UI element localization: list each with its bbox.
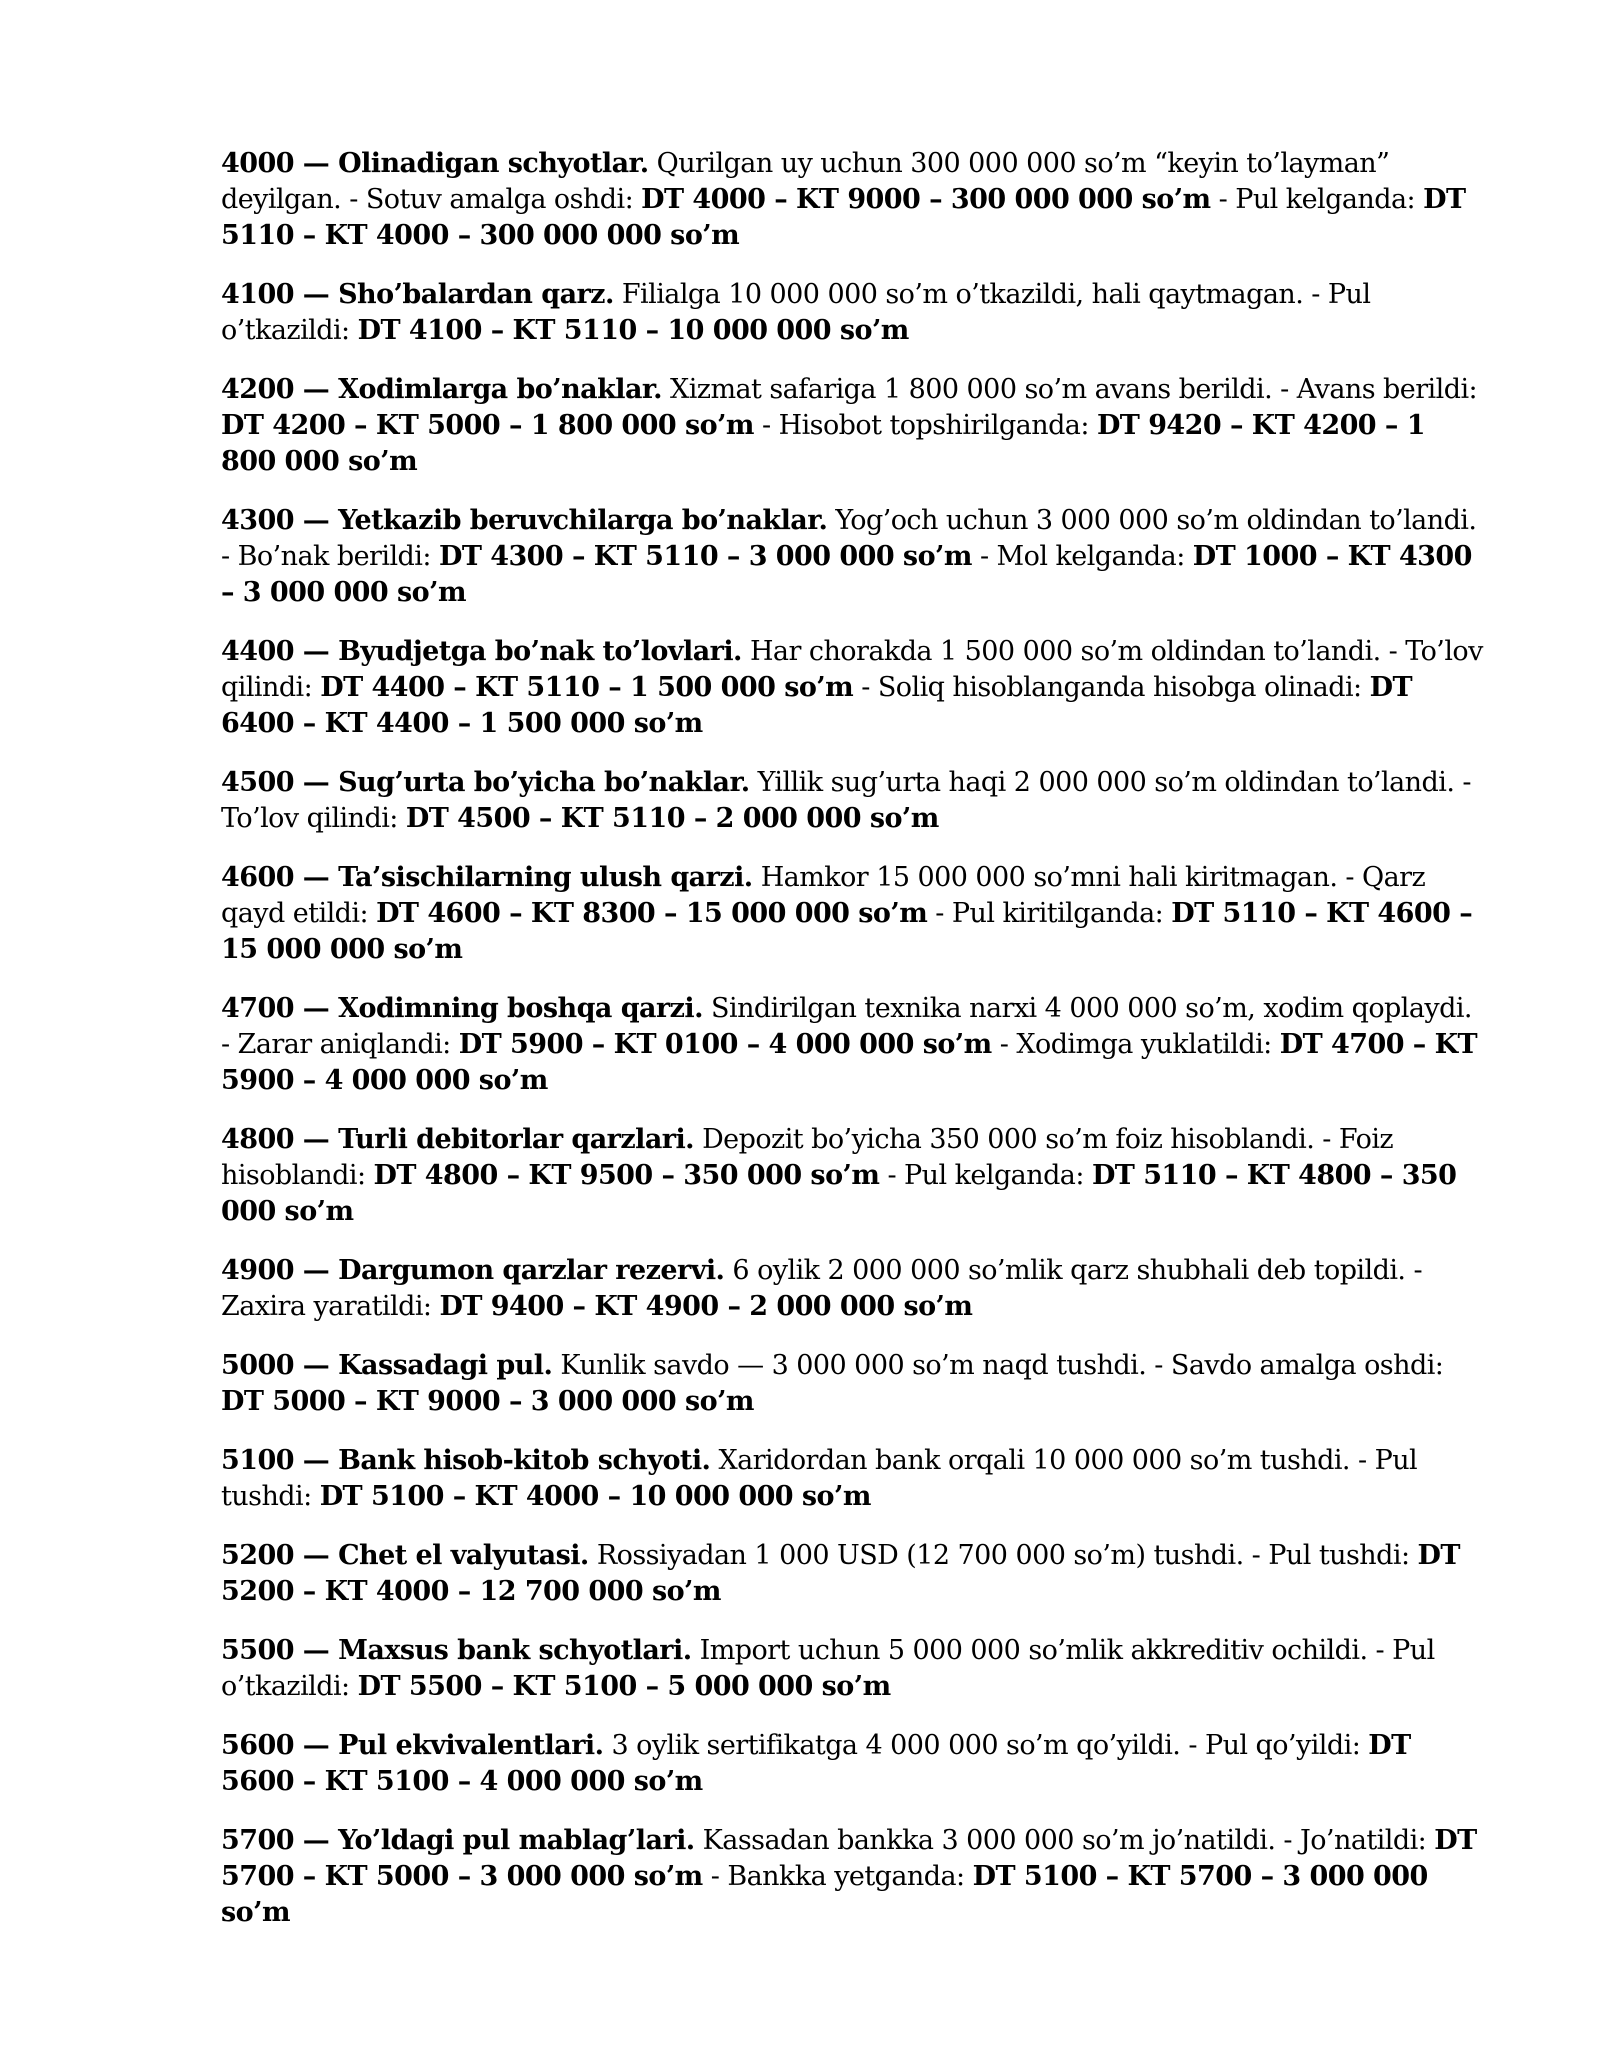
journal-entry-formula: DT 5700 – KT 5000 – 3 000 000 so’m [221,1825,1477,1892]
journal-entry-formula: DT 4300 – KT 5110 – 3 000 000 so’m [438,541,972,572]
journal-entry-formula: DT 4100 – KT 5110 – 10 000 000 so’m [357,315,909,346]
entry-description-text: Yillik sug’urta haqi 2 000 000 so’m oldindan to’landi. - To’lov qilindi: [221,767,1471,834]
journal-entry-formula: DT 5900 – KT 0100 – 4 000 000 so’m [458,1029,992,1060]
journal-entry-formula: DT 5100 – KT 4000 – 10 000 000 so’m [319,1481,871,1512]
account-heading: 4700 — Xodimning boshqa qarzi. [221,993,703,1024]
entry-description-text: Yog’och uchun 3 000 000 so’m oldindan to’landi. - Bo’nak berildi: [221,505,1477,572]
account-entry-paragraph [221,372,1483,480]
account-entry-paragraph [221,1443,1483,1515]
account-heading: 5600 — Pul ekvivalentlari. [221,1730,604,1761]
entry-description-text: Kassadan bankka 3 000 000 so’m jo’natildi. - Jo’natildi: [694,1825,1435,1856]
account-entry-paragraph [221,146,1483,254]
journal-entry-formula: DT 5600 – KT 5100 – 4 000 000 so’m [221,1730,1411,1797]
account-entry-paragraph [221,1538,1483,1610]
account-entry-paragraph [221,634,1483,742]
journal-entry-formula: DT 5110 – KT 4800 – 350 000 so’m [221,1160,1457,1227]
account-heading: 5100 — Bank hisob-kitob schyoti. [221,1445,711,1476]
journal-entry-formula: DT 5100 – KT 5700 – 3 000 000 so’m [221,1861,1428,1928]
journal-entry-formula: DT 4600 – KT 8300 – 15 000 000 so’m [376,898,928,929]
journal-entry-formula: DT 6400 – KT 4400 – 1 500 000 so’m [221,672,1413,739]
entry-description-text: Filialga 10 000 000 so’m o’tkazildi, hali qaytmagan. - Pul o’tkazildi: [221,279,1371,346]
account-entry-paragraph [221,860,1483,968]
account-heading: 4600 — Ta’sischilarning ulush qarzi. [221,862,753,893]
entry-description-text: Depozit bo’yicha 350 000 so’m foiz hisoblandi. - Foiz hisoblandi: [221,1124,1394,1191]
entry-description-text: Xizmat safariga 1 800 000 so’m avans berildi. - Avans berildi: [661,374,1478,405]
journal-entry-formula: DT 4400 – KT 5110 – 1 500 000 so’m [320,672,854,703]
entry-description-text: Kunlik savdo — 3 000 000 so’m naqd tushdi. - Savdo amalga oshdi: [552,1350,1444,1381]
entry-description-text: 6 oylik 2 000 000 so’mlik qarz shubhali deb topildi. - Zaxira yaratildi: [221,1255,1423,1322]
journal-entry-formula: DT 4800 – KT 9500 – 350 000 so’m [373,1160,880,1191]
account-entry-paragraph [221,1122,1483,1230]
account-heading: 4200 — Xodimlarga bo’naklar. [221,374,662,405]
account-heading: 4300 — Yetkazib beruvchilarga bo’naklar. [221,505,828,536]
account-entry-paragraph [221,991,1483,1099]
account-heading: 4900 — Dargumon qarzlar rezervi. [221,1255,725,1286]
journal-entry-formula: DT 9420 – KT 4200 – 1 800 000 so’m [221,410,1425,477]
account-heading: 4800 — Turli debitorlar qarzlari. [221,1124,695,1155]
account-heading: 4100 — Sho’balardan qarz. [221,279,614,310]
account-heading: 4000 — Olinadigan schyotlar. [221,148,649,179]
journal-entry-formula: DT 5200 – KT 4000 – 12 700 000 so’m [221,1540,1460,1607]
journal-entry-formula: DT 4700 – KT 5900 – 4 000 000 so’m [221,1029,1478,1096]
account-heading: 4400 — Byudjetga bo’nak to’lovlari. [221,636,742,667]
entry-description-text: - Pul kelganda: [879,1160,1092,1191]
entry-description-text: - Pul kelganda: [1210,184,1424,215]
account-entry-paragraph [221,277,1483,349]
journal-entry-formula: DT 9400 – KT 4900 – 2 000 000 so’m [439,1291,973,1322]
journal-entry-formula: DT 4500 – KT 5110 – 2 000 000 so’m [405,803,939,834]
entry-description-text: Xaridordan bank orqali 10 000 000 so’m tushdi. - Pul tushdi: [221,1445,1418,1512]
account-entry-paragraph [221,1348,1483,1420]
entry-description-text: - Xodimga yuklatildi: [991,1029,1280,1060]
entry-description-text: Sindirilgan texnika narxi 4 000 000 so’m, xodim qoplaydi. - Zarar aniqlandi: [221,993,1472,1060]
account-heading: 5700 — Yo’ldagi pul mablag’lari. [221,1825,695,1856]
entry-description-text: - Soliq hisoblanganda hisobga olinadi: [853,672,1370,703]
entry-description-text: - Bankka yetganda: [702,1861,973,1892]
account-heading: 5000 — Kassadagi pul. [221,1350,553,1381]
journal-entry-formula: DT 4200 – KT 5000 – 1 800 000 so’m [221,410,754,441]
entry-description-text: Qurilgan uy uchun 300 000 000 so’m “keyin to’layman” deyilgan. - Sotuv amalga oshdi: [221,148,1390,215]
account-entry-paragraph [221,503,1483,611]
entry-description-text: - Mol kelganda: [971,541,1193,572]
journal-entry-formula: DT 5500 – KT 5100 – 5 000 000 so’m [357,1671,891,1702]
journal-entry-formula: DT 5110 – KT 4600 – 15 000 000 so’m [221,898,1473,965]
account-heading: 5200 — Chet el valyutasi. [221,1540,589,1571]
account-entry-paragraph [221,765,1483,837]
entry-description-text: - Hisobot topshirilganda: [753,410,1097,441]
entry-description-text: 3 oylik sertifikatga 4 000 000 so’m qo’yildi. - Pul qo’yildi: [603,1730,1369,1761]
account-entry-paragraph [221,1823,1483,1931]
account-entry-paragraph [221,1728,1483,1800]
journal-entry-formula: DT 4000 – KT 9000 – 300 000 000 so’m [641,184,1211,215]
account-entry-paragraph [221,1253,1483,1325]
entry-description-text: - Pul kiritilganda: [927,898,1172,929]
document-page [221,146,1483,1954]
account-entry-paragraph [221,1633,1483,1705]
journal-entry-formula: DT 5000 – KT 9000 – 3 000 000 so’m [221,1386,754,1417]
account-heading: 5500 — Maxsus bank schyotlari. [221,1635,692,1666]
journal-entry-formula: DT 1000 – KT 4300 – 3 000 000 so’m [221,541,1472,608]
entry-description-text: Hamkor 15 000 000 so’mni hali kiritmagan. - Qarz qayd etildi: [221,862,1426,929]
entry-description-text: Rossiyadan 1 000 USD (12 700 000 so’m) tushdi. - Pul tushdi: [588,1540,1418,1571]
entry-description-text: Import uchun 5 000 000 so’mlik akkreditiv ochildi. - Pul o’tkazildi: [221,1635,1435,1702]
account-heading: 4500 — Sug’urta bo’yicha bo’naklar. [221,767,750,798]
journal-entry-formula: DT 5110 – KT 4000 – 300 000 000 so’m [221,184,1466,251]
entry-description-text: Har chorakda 1 500 000 so’m oldindan to’landi. - To’lov qilindi: [221,636,1483,703]
